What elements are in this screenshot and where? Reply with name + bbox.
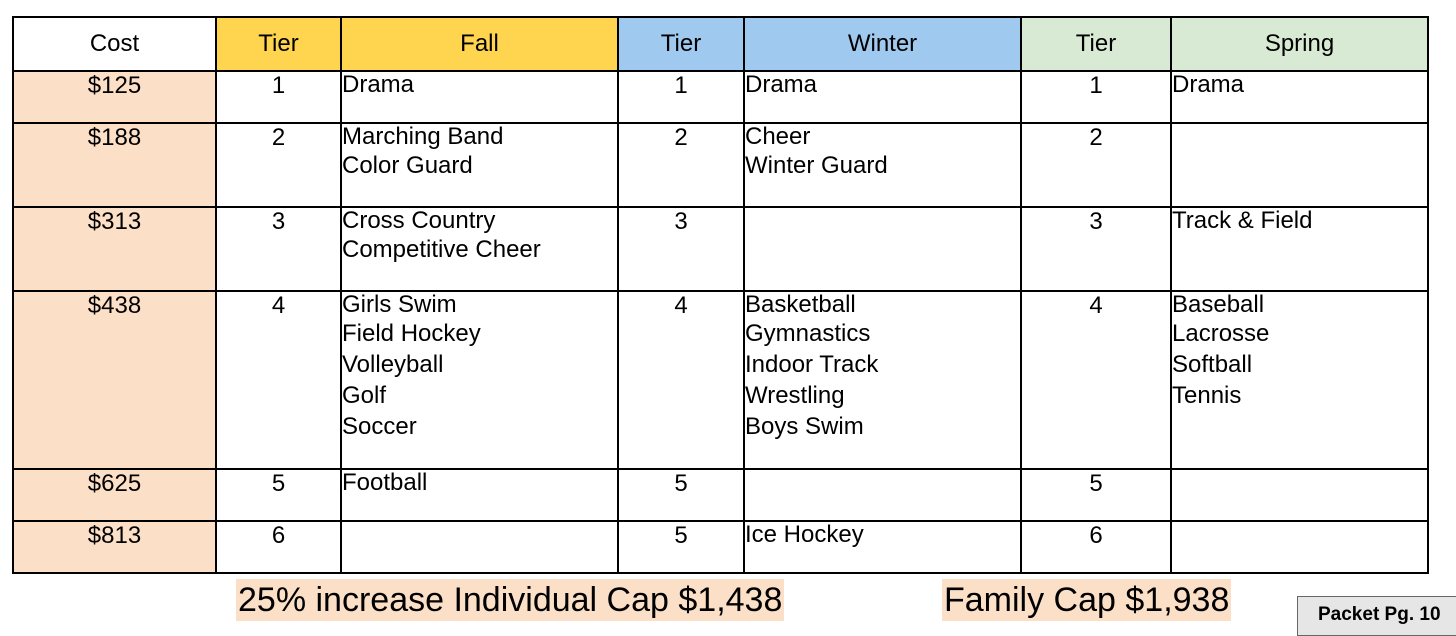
fall-activity: Golf	[342, 382, 387, 409]
spring-activity: Baseball	[1172, 291, 1265, 318]
spring-tier-cell: 2	[1021, 123, 1171, 207]
header-spring: Spring	[1171, 17, 1428, 71]
fall-activities-cell	[341, 291, 618, 469]
table-row	[13, 207, 1428, 291]
fall-activity: Color Guard	[342, 152, 473, 179]
winter-activity: Ice Hockey	[745, 521, 864, 548]
winter-tier-cell: 5	[618, 521, 744, 573]
winter-activity: Indoor Track	[745, 351, 879, 378]
table-row	[13, 469, 1428, 521]
winter-activities-cell	[744, 469, 1021, 521]
spring-activities-cell	[1171, 123, 1428, 207]
winter-activities-cell	[744, 123, 1021, 207]
winter-tier-cell: 5	[618, 469, 744, 521]
spring-tier-cell: 5	[1021, 469, 1171, 521]
spring-activities-cell	[1171, 207, 1428, 291]
fall-activity: Cross Country	[342, 207, 496, 234]
fall-tier-cell: 6	[216, 521, 341, 573]
fall-activity: Volleyball	[342, 351, 444, 378]
fall-tier-cell: 5	[216, 469, 341, 521]
table-row	[13, 521, 1428, 573]
spring-tier-cell: 1	[1021, 71, 1171, 123]
spring-tier-cell: 6	[1021, 521, 1171, 573]
cost-cell: $813	[13, 521, 216, 573]
spring-activity: Tennis	[1172, 382, 1242, 409]
fee-tier-table	[12, 16, 1429, 574]
spring-activities-cell	[1171, 71, 1428, 123]
header-cost: Cost	[13, 17, 216, 71]
spring-activities-cell	[1171, 469, 1428, 521]
fall-activities-cell	[341, 207, 618, 291]
winter-activity: Drama	[745, 71, 818, 98]
winter-tier-cell: 2	[618, 123, 744, 207]
table-row	[13, 71, 1428, 123]
fall-activity: Field Hockey	[342, 320, 481, 347]
fall-activity: Drama	[342, 71, 415, 98]
table-row	[13, 123, 1428, 207]
spring-activities-cell	[1171, 521, 1428, 573]
winter-activities-cell	[744, 71, 1021, 123]
fall-activities-cell	[341, 469, 618, 521]
table-row	[13, 291, 1428, 469]
packet-page-label: Packet Pg. 10	[1297, 596, 1456, 636]
header-row	[13, 17, 1428, 71]
fall-activity: Soccer	[342, 413, 417, 440]
header-fall: Fall	[341, 17, 618, 71]
fall-activities-cell	[341, 123, 618, 207]
header-winter-tier: Tier	[618, 17, 744, 71]
spring-activity: Lacrosse	[1172, 320, 1270, 347]
spring-activity: Softball	[1172, 351, 1253, 378]
cost-cell: $188	[13, 123, 216, 207]
header-fall-tier: Tier	[216, 17, 341, 71]
cost-cell: $313	[13, 207, 216, 291]
fall-activity: Girls Swim	[342, 291, 457, 318]
header-spring-tier: Tier	[1021, 17, 1171, 71]
winter-activities-cell	[744, 521, 1021, 573]
fall-tier-cell: 3	[216, 207, 341, 291]
winter-tier-cell: 3	[618, 207, 744, 291]
cost-cell: $438	[13, 291, 216, 469]
winter-tier-cell: 4	[618, 291, 744, 469]
spring-tier-cell: 3	[1021, 207, 1171, 291]
spring-activity: Drama	[1172, 71, 1245, 98]
fall-activities-cell	[341, 521, 618, 573]
spring-activity: Track & Field	[1172, 207, 1313, 234]
fall-tier-cell: 1	[216, 71, 341, 123]
winter-activity: Basketball	[745, 291, 856, 318]
winter-tier-cell: 1	[618, 71, 744, 123]
winter-activity: Cheer	[745, 123, 811, 150]
family-cap-note: Family Cap $1,938	[944, 581, 1230, 619]
spring-tier-cell: 4	[1021, 291, 1171, 469]
fall-tier-cell: 2	[216, 123, 341, 207]
winter-activity: Winter Guard	[745, 152, 888, 179]
winter-activity: Boys Swim	[745, 413, 864, 440]
winter-activity: Wrestling	[745, 382, 845, 409]
winter-activity: Gymnastics	[745, 320, 871, 347]
fall-activity: Marching Band	[342, 123, 504, 150]
fall-activity: Competitive Cheer	[342, 236, 541, 263]
individual-cap-note: 25% increase Individual Cap $1,438	[238, 581, 783, 619]
header-winter: Winter	[744, 17, 1021, 71]
cost-cell: $625	[13, 469, 216, 521]
spring-activities-cell	[1171, 291, 1428, 469]
fall-tier-cell: 4	[216, 291, 341, 469]
fall-activity: Football	[342, 469, 428, 496]
winter-activities-cell	[744, 207, 1021, 291]
winter-activities-cell	[744, 291, 1021, 469]
cost-cell: $125	[13, 71, 216, 123]
fall-activities-cell	[341, 71, 618, 123]
